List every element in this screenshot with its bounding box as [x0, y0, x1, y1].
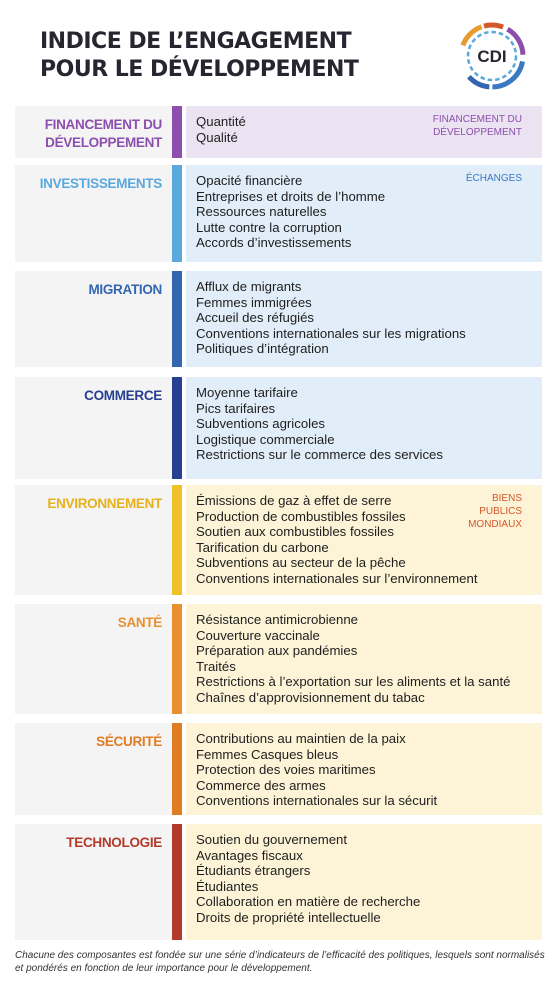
- group-label-line: PUBLICS: [479, 506, 522, 517]
- indicator-item: Conventions internationales sur la sécurit: [196, 793, 438, 809]
- indicator-item: Préparation aux pandémies: [196, 643, 358, 659]
- indicator-panel: [186, 485, 542, 595]
- indicator-item: Chaînes d’approvisionnement du tabac: [196, 689, 425, 705]
- group-label-line: FINANCEMENT DU: [432, 114, 522, 125]
- indicator-item: Étudiants étrangers: [196, 863, 311, 879]
- category-label: [15, 377, 172, 479]
- footnote: Chacune des composantes est fondée sur une série d’indicateurs de l’efficacité des politiques, lesquels sont normalisés et pondérés en fonction de leur importance pour le développement.: [15, 950, 545, 974]
- component-list: [15, 0, 542, 940]
- indicator-item: Femmes immigrées: [196, 294, 312, 310]
- indicator-panel: [186, 723, 542, 815]
- indicator-item: Avantages fiscaux: [196, 847, 303, 863]
- category-color-bar: [172, 165, 182, 262]
- group-label: [468, 492, 522, 531]
- category-color-bar: [172, 271, 182, 367]
- category-label: [15, 271, 172, 367]
- indicator-item: Femmes Casques bleus: [196, 746, 339, 762]
- indicator-list: [196, 279, 466, 357]
- category-label-line: FINANCEMENT DU: [44, 117, 162, 132]
- category-label: [15, 824, 172, 940]
- indicator-panel: [186, 271, 542, 367]
- category-label-line: INVESTISSEMENTS: [39, 176, 162, 191]
- group-label: [466, 172, 522, 185]
- indicator-panel: [186, 165, 542, 262]
- indicator-item: Traités: [196, 658, 236, 674]
- indicator-item: Accords d’investissements: [196, 235, 352, 251]
- component-row: [15, 165, 542, 262]
- indicator-item: Couverture vaccinale: [196, 627, 320, 643]
- category-label-line: SANTÉ: [117, 615, 162, 630]
- logo-text: CDI: [477, 47, 507, 66]
- indicator-list: [196, 493, 478, 587]
- category-label: [15, 165, 172, 262]
- category-label: [15, 106, 172, 158]
- indicator-item: Quantité: [196, 114, 246, 129]
- category-label-line: ENVIRONNEMENT: [47, 496, 162, 511]
- group-label-line: DÉVELOPPEMENT: [433, 127, 522, 138]
- indicator-item: Logistique commerciale: [196, 431, 335, 447]
- indicator-item: Émissions de gaz à effet de serre: [196, 493, 392, 508]
- component-row: [15, 824, 542, 940]
- indicator-item: Politiques d’intégration: [196, 341, 329, 357]
- component-row: [15, 377, 542, 479]
- indicator-panel: [186, 106, 542, 158]
- category-label-line: DÉVELOPPEMENT: [45, 135, 162, 150]
- category-label: [15, 485, 172, 595]
- indicator-item: Tarification du carbone: [196, 539, 329, 555]
- indicator-item: Soutien aux combustibles fossiles: [196, 524, 394, 540]
- group-label-line: BIENS: [491, 493, 522, 504]
- indicator-item: Conventions internationales sur les migrations: [196, 325, 466, 341]
- indicator-item: Protection des voies maritimes: [196, 762, 376, 778]
- indicator-list: [196, 173, 385, 251]
- indicator-item: Lutte contre la corruption: [196, 219, 342, 235]
- indicator-item: Restrictions sur le commerce des services: [196, 447, 443, 463]
- indicator-panel: [186, 824, 542, 940]
- indicator-list: [196, 114, 246, 145]
- indicator-list: [196, 385, 443, 463]
- category-color-bar: [172, 604, 182, 714]
- category-color-bar: [172, 723, 182, 815]
- title-line-1: INDICE DE L’ENGAGEMENT: [40, 29, 352, 54]
- indicator-item: Restrictions à l’exportation sur les aliments et la santé: [196, 674, 511, 690]
- title-line-2: POUR LE DÉVELOPPEMENT: [40, 57, 359, 82]
- category-label-line: SÉCURITÉ: [96, 734, 162, 749]
- indicator-item: Résistance antimicrobienne: [196, 612, 358, 627]
- component-row: [15, 271, 542, 367]
- category-label-line: MIGRATION: [88, 282, 162, 297]
- indicator-item: Commerce des armes: [196, 777, 326, 793]
- component-row: [15, 604, 542, 714]
- indicator-item: Production de combustibles fossiles: [196, 508, 406, 524]
- indicator-item: Opacité financière: [196, 173, 303, 188]
- indicator-panel: [186, 377, 542, 479]
- category-label: [15, 604, 172, 714]
- category-label: [15, 723, 172, 815]
- indicator-item: Subventions au secteur de la pêche: [196, 555, 406, 571]
- indicator-item: Subventions agricoles: [196, 416, 326, 432]
- indicator-item: Qualité: [196, 129, 238, 145]
- indicator-list: [196, 832, 420, 926]
- category-color-bar: [172, 106, 182, 158]
- category-color-bar: [172, 377, 182, 479]
- indicator-item: Droits de propriété intellectuelle: [196, 909, 381, 925]
- category-label-line: COMMERCE: [84, 388, 162, 403]
- component-row: [15, 106, 542, 158]
- component-row: [15, 485, 542, 595]
- indicator-item: Conventions internationales sur l’environnement: [196, 570, 478, 586]
- group-label-line: ÉCHANGES: [465, 173, 522, 184]
- group-label-line: MONDIAUX: [468, 519, 522, 530]
- indicator-list: [196, 731, 437, 809]
- indicator-item: Moyenne tarifaire: [196, 385, 298, 400]
- indicator-item: Ressources naturelles: [196, 204, 327, 220]
- component-row: [15, 723, 542, 815]
- indicator-item: Pics tarifaires: [196, 400, 276, 416]
- indicator-item: Collaboration en matière de recherche: [196, 894, 421, 910]
- indicator-item: Soutien du gouvernement: [196, 832, 348, 847]
- category-color-bar: [172, 485, 182, 595]
- indicator-item: Afflux de migrants: [196, 279, 302, 294]
- indicator-list: [196, 612, 510, 706]
- category-color-bar: [172, 824, 182, 940]
- indicator-item: Contributions au maintien de la paix: [196, 731, 406, 746]
- group-label: [433, 113, 522, 139]
- indicator-panel: [186, 604, 542, 714]
- indicator-item: Accueil des réfugiés: [196, 310, 315, 326]
- category-label-line: TECHNOLOGIE: [66, 835, 162, 850]
- indicator-item: Étudiantes: [196, 878, 259, 894]
- indicator-item: Entreprises et droits de l’homme: [196, 188, 386, 204]
